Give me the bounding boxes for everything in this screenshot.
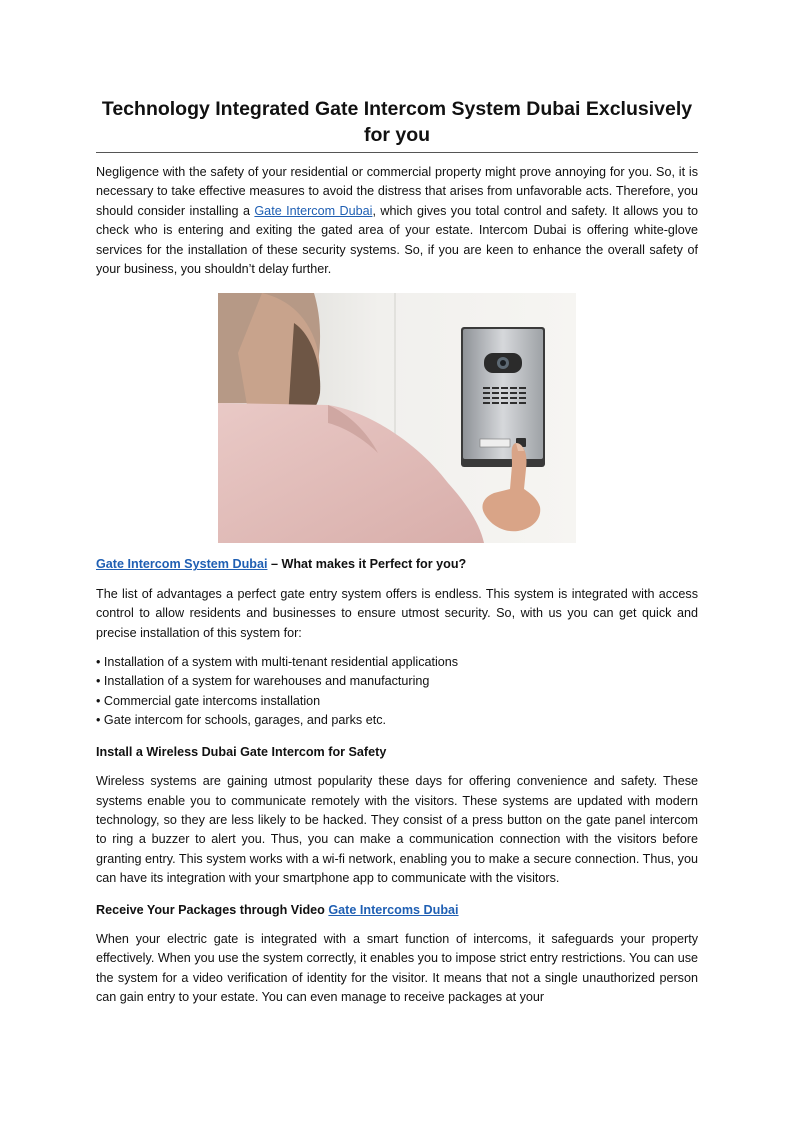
intro-paragraph (96, 163, 698, 279)
list-item: • Gate intercom for schools, garages, and parks etc. (96, 713, 387, 728)
page-title: Technology Integrated Gate Intercom System Dubai Exclusively for you (96, 96, 698, 153)
intro-text-after: , which gives you total control and safety. It allows you to check who is entering and exiting the gated area of your estate. Intercom Dubai is offering white-glove services for the installation of these security systems. So, if you are keen to enhance the overall safety of your business, you shouldn’t delay further. (96, 203, 698, 277)
intercom-photo (218, 293, 576, 543)
section1-heading (96, 555, 698, 574)
list-item: • Commercial gate intercoms installation (96, 693, 321, 708)
section2-paragraph: Wireless systems are gaining utmost popularity these days for offering convenience and safety. These systems enable you to communicate remotely with the visitors. These systems are updated with modern technology, so they are less likely to be hacked. They consist of a press button on the gate panel intercom to ring a buzzer to alert you. Thus, you can make a communication connection with the visitors before granting entry. This system works with a wi-fi network, enabling you to make a secure connection. Thus, you can have its integration with your smartphone app to communicate with the visitors. (96, 774, 698, 886)
advantages-list (96, 653, 698, 731)
section3-paragraph: When your electric gate is integrated with a smart function of intercoms, it safeguards your property effectively. When you use the system correctly, it enables you to impose strict entry restrictions. You can use the system for a video verification of identity for the visitor. It means that not a single unauthorized person can gain entry to your estate. You can even manage to receive packages at your (96, 931, 698, 1005)
gate-intercoms-dubai-link[interactable]: Gate Intercoms Dubai (328, 902, 459, 917)
document-page (96, 0, 698, 1008)
section1-heading-rest: – What makes it Perfect for you? (267, 557, 467, 572)
section1-paragraph: The list of advantages a perfect gate entry system offers is endless. This system is integrated with access control to allow residents and businesses to ensure utmost security. So, with us you can get quick and precise installation of this system for: (96, 586, 698, 640)
intercom-panel (461, 327, 545, 467)
list-item: • Installation of a system with multi-tenant residential applications (96, 655, 459, 670)
section3-heading-text: Receive Your Packages through Video (96, 902, 329, 917)
gate-intercom-system-dubai-link[interactable]: Gate Intercom System Dubai (96, 557, 268, 572)
section3-heading (96, 901, 698, 920)
gate-intercom-dubai-link[interactable]: Gate Intercom Dubai (254, 203, 373, 218)
list-item: • Installation of a system for warehouses and manufacturing (96, 674, 430, 689)
section2-heading: Install a Wireless Dubai Gate Intercom for Safety (96, 744, 387, 759)
intro-text-before: Negligence with the safety of your residential or commercial property might prove annoying for you. So, it is necessary to take effective measures to avoid the distress that arises from unfavorable acts. Therefore, you should consider installing a (96, 165, 698, 218)
